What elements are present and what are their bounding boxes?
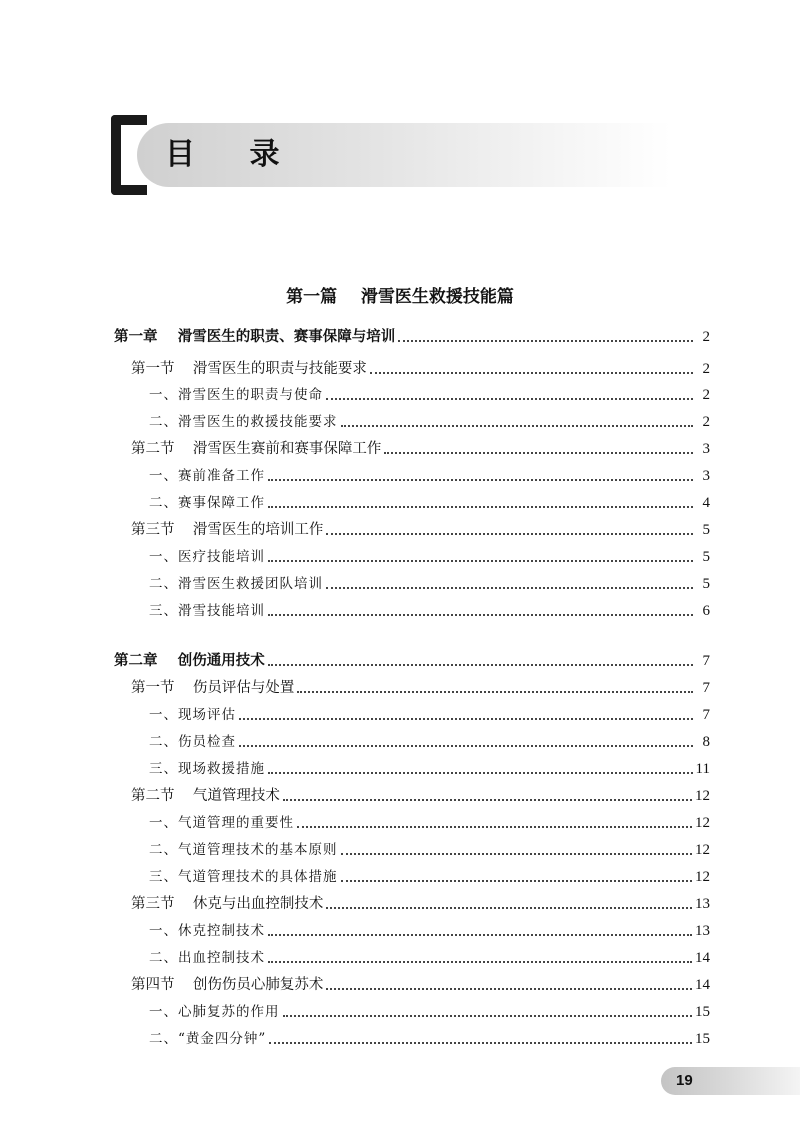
toc-entry-item (149, 1027, 710, 1049)
dot-leader (268, 559, 693, 562)
dot-leader (268, 771, 693, 774)
toc-entry-page: 8 (702, 734, 710, 750)
dot-leader (297, 825, 692, 828)
toc-title-banner (111, 115, 671, 195)
toc-entry-item (149, 838, 710, 860)
dot-leader (239, 744, 693, 747)
toc-entry-item (149, 730, 710, 752)
toc-entry-label: 一、心肺复苏的作用 (149, 1004, 280, 1020)
toc-entry-label: 第三节 滑雪医生的培训工作 (131, 522, 324, 538)
toc-entry-item (149, 703, 710, 725)
toc-entry-item (149, 946, 710, 968)
part-heading: 第一篇 滑雪医生救援技能篇 (286, 287, 514, 307)
toc-entry-item (149, 491, 710, 513)
toc-entry-label: 第一章 滑雪医生的职责、赛事保障与培训 (114, 329, 396, 345)
toc-entry-page: 13 (695, 923, 710, 939)
toc-entry-item (149, 464, 710, 486)
toc-entry-label: 第二章 创伤通用技术 (114, 653, 265, 669)
toc-entry-page: 6 (702, 603, 710, 619)
toc-entry-label: 第三节 休克与出血控制技术 (131, 896, 324, 912)
toc-entry-label: 第二节 滑雪医生赛前和赛事保障工作 (131, 441, 382, 457)
toc-entry-label: 二、滑雪医生救援团队培训 (149, 576, 323, 592)
toc-entry-chapter (114, 325, 710, 347)
toc-entry-page: 2 (702, 329, 710, 345)
dot-leader (239, 717, 693, 720)
toc-entry-label: 第四节 创伤伤员心肺复苏术 (131, 977, 324, 993)
page-number: 19 (676, 1072, 693, 1089)
toc-entry-page: 7 (702, 653, 710, 669)
toc-entry-section (131, 892, 710, 914)
toc-entry-item (149, 757, 710, 779)
toc-entry-item (149, 410, 710, 432)
toc-entry-label: 第二节 气道管理技术 (131, 788, 280, 804)
toc-entry-label: 一、滑雪医生的职责与使命 (149, 387, 323, 403)
toc-entry-section (131, 676, 710, 698)
toc-entry-label: 二、出血控制技术 (149, 950, 265, 966)
toc-entry-page: 5 (702, 576, 710, 592)
toc-entry-label: 三、气道管理技术的具体措施 (149, 869, 338, 885)
toc-entry-section (131, 973, 710, 995)
dot-leader (269, 1041, 692, 1044)
dot-leader (268, 505, 693, 508)
toc-entry-page: 4 (702, 495, 710, 511)
toc-entry-page: 14 (695, 977, 710, 993)
toc-entry-page: 14 (695, 950, 710, 966)
dot-leader (341, 424, 694, 427)
toc-entry-item (149, 383, 710, 405)
toc-entry-page: 5 (702, 522, 710, 538)
toc-entry-page: 12 (695, 869, 710, 885)
toc-entry-item (149, 545, 710, 567)
toc-entry-page: 2 (702, 414, 710, 430)
dot-leader (268, 663, 693, 666)
dot-leader (341, 879, 693, 882)
dot-leader (268, 613, 693, 616)
toc-entry-page: 3 (702, 441, 710, 457)
dot-leader (326, 906, 692, 909)
dot-leader (297, 690, 693, 693)
toc-entry-label: 一、现场评估 (149, 707, 236, 723)
dot-leader (283, 798, 692, 801)
toc-entry-label: 一、气道管理的重要性 (149, 815, 294, 831)
dot-leader (283, 1014, 693, 1017)
dot-leader (326, 586, 693, 589)
toc-entry-label: 一、医疗技能培训 (149, 549, 265, 565)
toc-entry-label: 一、休克控制技术 (149, 923, 265, 939)
toc-entry-label: 二、“黄金四分钟” (149, 1031, 267, 1047)
toc-entry-label: 二、气道管理技术的基本原则 (149, 842, 338, 858)
toc-entry-label: 第一节 滑雪医生的职责与技能要求 (131, 361, 367, 377)
toc-entry-item (149, 865, 710, 887)
toc-entry-chapter (114, 649, 710, 671)
toc-entry-label: 二、赛事保障工作 (149, 495, 265, 511)
dot-leader (398, 339, 693, 342)
toc-entry-page: 12 (695, 788, 710, 804)
dot-leader (326, 397, 693, 400)
toc-entry-page: 12 (695, 815, 710, 831)
dot-leader (268, 933, 692, 936)
toc-entry-section (131, 437, 710, 459)
dot-leader (370, 371, 693, 374)
toc-entry-page: 15 (695, 1004, 710, 1020)
toc-entry-page: 5 (702, 549, 710, 565)
toc-entry-item (149, 1000, 710, 1022)
dot-leader (326, 532, 693, 535)
dot-leader (384, 451, 693, 454)
toc-entry-page: 15 (695, 1031, 710, 1047)
dot-leader (268, 478, 693, 481)
page-title: 目 录 (165, 137, 302, 172)
toc-entry-item (149, 919, 710, 941)
toc-entry-item (149, 811, 710, 833)
toc-entry-label: 二、伤员检查 (149, 734, 236, 750)
toc-entry-page: 13 (695, 896, 710, 912)
toc-entry-page: 3 (702, 468, 710, 484)
dot-leader (341, 852, 693, 855)
toc-entry-item (149, 599, 710, 621)
toc-entry-label: 一、赛前准备工作 (149, 468, 265, 484)
toc-entry-label: 二、滑雪医生的救援技能要求 (149, 414, 338, 430)
toc-entry-section (131, 784, 710, 806)
toc-entry-label: 第一节 伤员评估与处置 (131, 680, 295, 696)
toc-entry-page: 7 (702, 707, 710, 723)
toc-entry-page: 11 (695, 761, 710, 777)
dot-leader (268, 960, 692, 963)
dot-leader (326, 987, 692, 990)
toc-entry-label: 三、滑雪技能培训 (149, 603, 265, 619)
toc-entry-page: 7 (702, 680, 710, 696)
toc-entry-page: 2 (702, 387, 710, 403)
toc-entry-section (131, 357, 710, 379)
toc-entry-item (149, 572, 710, 594)
toc-entry-section (131, 518, 710, 540)
toc-entry-page: 12 (695, 842, 710, 858)
toc-entry-page: 2 (702, 361, 710, 377)
toc-entry-label: 三、现场救援措施 (149, 761, 265, 777)
